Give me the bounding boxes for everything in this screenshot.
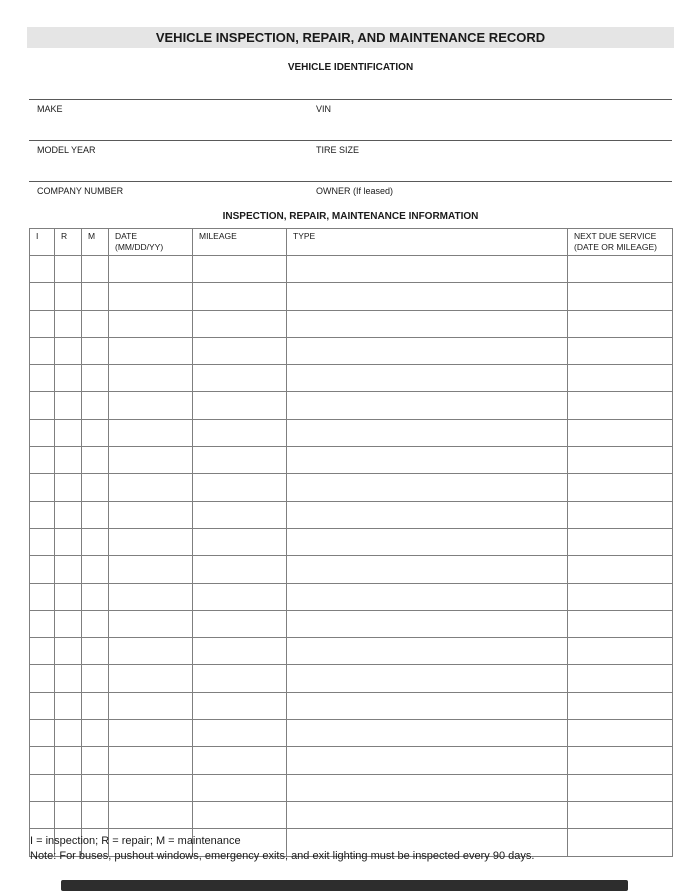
table-cell (109, 365, 193, 392)
table-cell (82, 474, 109, 501)
table-cell (193, 392, 287, 419)
table-cell (193, 337, 287, 364)
table-row (30, 720, 673, 747)
table-cell (287, 337, 568, 364)
table-cell (568, 692, 673, 719)
table-cell (287, 419, 568, 446)
table-row (30, 610, 673, 637)
table-cell (287, 256, 568, 283)
table-row (30, 528, 673, 555)
table-cell (55, 774, 82, 801)
table-cell (568, 447, 673, 474)
table-cell (82, 665, 109, 692)
table-cell (193, 556, 287, 583)
table-cell (30, 556, 55, 583)
table-cell (287, 692, 568, 719)
table-cell (82, 720, 109, 747)
vehicle-identification-heading: VEHICLE IDENTIFICATION (287, 62, 414, 73)
table-cell (193, 419, 287, 446)
table-cell (82, 283, 109, 310)
table-cell (55, 638, 82, 665)
table-cell (568, 801, 673, 828)
table-cell (568, 501, 673, 528)
table-header-row (30, 229, 673, 256)
table-cell (568, 256, 673, 283)
table-cell (82, 556, 109, 583)
table-cell (109, 447, 193, 474)
table-cell (82, 747, 109, 774)
table-cell (30, 747, 55, 774)
table-cell (193, 528, 287, 555)
field-row-modelyear-tiresize (29, 140, 672, 155)
table-row (30, 556, 673, 583)
table-row (30, 474, 673, 501)
table-row (30, 256, 673, 283)
table-cell (109, 501, 193, 528)
table-cell (82, 528, 109, 555)
table-cell (193, 774, 287, 801)
table-cell (55, 583, 82, 610)
table-cell (55, 365, 82, 392)
table-cell (82, 256, 109, 283)
table-cell (82, 501, 109, 528)
table-cell (568, 365, 673, 392)
table-cell (193, 583, 287, 610)
table-cell (193, 447, 287, 474)
table-cell (568, 283, 673, 310)
table-cell (109, 665, 193, 692)
table-cell (287, 474, 568, 501)
owner-field-label: OWNER (If leased) (316, 186, 394, 196)
table-cell (30, 692, 55, 719)
table-cell (193, 501, 287, 528)
table-cell (109, 528, 193, 555)
table-cell (30, 392, 55, 419)
table-cell (109, 392, 193, 419)
column-header-mileage: MILEAGE (193, 229, 287, 256)
table-cell (568, 638, 673, 665)
table-cell (109, 256, 193, 283)
column-header-r: R (55, 229, 82, 256)
table-cell (568, 665, 673, 692)
table-cell (109, 774, 193, 801)
tire-size-field-label: TIRE SIZE (316, 145, 360, 155)
table-cell (193, 256, 287, 283)
table-cell (287, 310, 568, 337)
table-cell (287, 528, 568, 555)
table-cell (82, 310, 109, 337)
table-cell (568, 583, 673, 610)
table-cell (30, 774, 55, 801)
table-cell (30, 256, 55, 283)
table-row (30, 774, 673, 801)
table-cell (30, 801, 55, 828)
table-cell (55, 665, 82, 692)
table-cell (30, 337, 55, 364)
table-cell (193, 720, 287, 747)
table-cell (568, 774, 673, 801)
table-cell (30, 528, 55, 555)
make-field-label: MAKE (37, 104, 63, 114)
table-row (30, 447, 673, 474)
table-cell (82, 610, 109, 637)
bottom-dark-bar (61, 880, 628, 891)
table-cell (82, 392, 109, 419)
table-row (30, 638, 673, 665)
table-cell (30, 283, 55, 310)
table-cell (109, 692, 193, 719)
table-cell (287, 610, 568, 637)
column-header-m: M (82, 229, 109, 256)
table-cell (287, 774, 568, 801)
table-cell (193, 610, 287, 637)
table-cell (287, 556, 568, 583)
table-cell (193, 692, 287, 719)
table-cell (82, 447, 109, 474)
table-cell (55, 447, 82, 474)
table-row (30, 310, 673, 337)
table-cell (30, 310, 55, 337)
table-cell (568, 528, 673, 555)
table-cell (82, 365, 109, 392)
legend-footnote: I = inspection; R = repair; M = maintenance (30, 835, 241, 847)
table-cell (30, 474, 55, 501)
table-cell (287, 392, 568, 419)
table-row (30, 583, 673, 610)
table-cell (287, 283, 568, 310)
table-cell (109, 583, 193, 610)
column-header-type: TYPE (287, 229, 568, 256)
table-cell (287, 747, 568, 774)
table-cell (30, 610, 55, 637)
table-cell (193, 801, 287, 828)
table-cell (55, 310, 82, 337)
table-cell (55, 692, 82, 719)
table-cell (55, 419, 82, 446)
table-cell (109, 747, 193, 774)
table-cell (193, 665, 287, 692)
table-row (30, 801, 673, 828)
table-cell (287, 501, 568, 528)
table-cell (82, 774, 109, 801)
table-row (30, 283, 673, 310)
table-cell (82, 583, 109, 610)
table-cell (82, 638, 109, 665)
table-cell (55, 392, 82, 419)
table-cell (55, 720, 82, 747)
table-row (30, 337, 673, 364)
table-cell (30, 638, 55, 665)
table-cell (55, 337, 82, 364)
table-cell (30, 665, 55, 692)
table-cell (568, 419, 673, 446)
table-cell (30, 720, 55, 747)
table-cell (568, 747, 673, 774)
table-cell (55, 528, 82, 555)
form-title-bar (27, 27, 674, 48)
table-cell (193, 747, 287, 774)
table-cell (55, 610, 82, 637)
table-cell (193, 283, 287, 310)
table-cell (287, 665, 568, 692)
table-cell (193, 310, 287, 337)
table-cell (30, 447, 55, 474)
table-cell (287, 447, 568, 474)
table-cell (287, 365, 568, 392)
table-cell (287, 583, 568, 610)
table-cell (30, 365, 55, 392)
table-cell (109, 474, 193, 501)
table-cell (30, 501, 55, 528)
inspection-note-footnote: Note: For buses, pushout windows, emergency exits, and exit lighting must be inspected every 90 days. (30, 850, 535, 862)
table-cell (55, 801, 82, 828)
company-number-field-label: COMPANY NUMBER (37, 186, 124, 196)
table-cell (82, 337, 109, 364)
table-row (30, 392, 673, 419)
table-cell (30, 583, 55, 610)
table-cell (55, 556, 82, 583)
table-cell (109, 283, 193, 310)
table-cell (568, 392, 673, 419)
table-row (30, 692, 673, 719)
table-cell (82, 419, 109, 446)
table-row (30, 665, 673, 692)
vin-field-label: VIN (316, 104, 332, 114)
table-cell (568, 474, 673, 501)
table-cell (568, 337, 673, 364)
table-cell (568, 829, 673, 856)
table-cell (82, 692, 109, 719)
table-cell (568, 310, 673, 337)
table-cell (109, 337, 193, 364)
table-cell (30, 419, 55, 446)
table-cell (193, 365, 287, 392)
table-cell (568, 720, 673, 747)
inspection-record-table (29, 228, 673, 857)
table-row (30, 501, 673, 528)
table-cell (109, 310, 193, 337)
table-cell (109, 801, 193, 828)
table-cell (568, 556, 673, 583)
form-title: VEHICLE INSPECTION, REPAIR, AND MAINTENANCE RECORD (155, 30, 546, 45)
table-row (30, 365, 673, 392)
table-cell (193, 638, 287, 665)
table-cell (55, 747, 82, 774)
table-cell (193, 474, 287, 501)
field-row-companynumber-owner (29, 181, 672, 196)
table-cell (287, 638, 568, 665)
table-cell (109, 720, 193, 747)
table-row (30, 747, 673, 774)
table-cell (109, 419, 193, 446)
column-header-next-due-service: NEXT DUE SERVICE (DATE OR MILEAGE) (568, 229, 673, 256)
table-cell (109, 610, 193, 637)
table-cell (109, 638, 193, 665)
model-year-field-label: MODEL YEAR (37, 145, 96, 155)
table-row (30, 419, 673, 446)
table-cell (109, 556, 193, 583)
column-header-i: I (30, 229, 55, 256)
table-cell (55, 283, 82, 310)
column-header-date: DATE (MM/DD/YY) (109, 229, 193, 256)
table-cell (55, 474, 82, 501)
table-cell (55, 256, 82, 283)
table-cell (287, 720, 568, 747)
table-cell (82, 801, 109, 828)
table-cell (568, 610, 673, 637)
field-row-make-vin (29, 99, 672, 114)
table-cell (287, 801, 568, 828)
table-cell (55, 501, 82, 528)
inspection-record-heading: INSPECTION, REPAIR, MAINTENANCE INFORMATION (222, 211, 479, 222)
